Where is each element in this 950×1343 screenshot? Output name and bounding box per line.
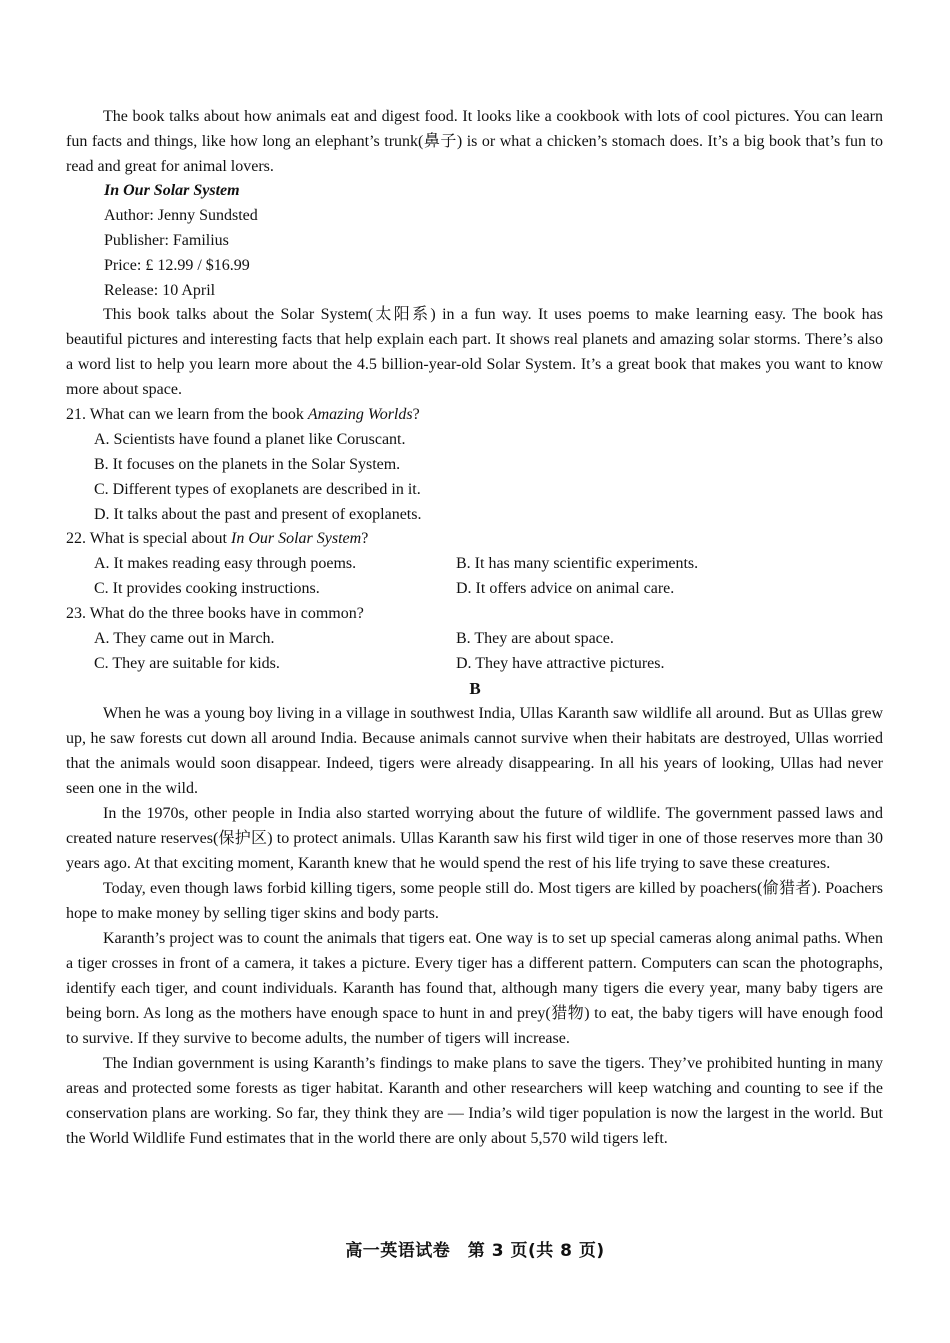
q22-book-title: In Our Solar System (231, 530, 362, 547)
q22-option-d: D. It offers advice on animal care. (456, 580, 675, 597)
q23-option-a: A. They came out in March. (94, 630, 275, 647)
book2-description (66, 104, 883, 179)
q22-option-c: C. It provides cooking instructions. (94, 580, 320, 597)
q21-book-title: Amazing Worlds (307, 406, 413, 423)
passage-paragraph-4: Karanth’s project was to count the animals that tigers eat. One way is to set up special cameras along animal paths. When a tiger crosses in front of a camera, it takes a picture. Every tiger has a different pattern. Computers can scan the photographs, identify each tiger, and count individuals. Karanth has found that, although many tigers die every year, many baby tigers are being born. As long as the mothers have enough space to hunt in and prey(猎物) to eat, the baby tigers will have enough food to survive. If they survive to become adults, the number of tigers will increase. (66, 930, 883, 1047)
q23-option-d: D. They have attractive pictures. (456, 655, 665, 672)
book3-title: In Our Solar System (104, 182, 240, 199)
q21-suffix: ? (412, 406, 420, 423)
q21-option-d: D. It talks about the past and present of exoplanets. (94, 506, 422, 523)
q21-option-a: A. Scientists have found a planet like Coruscant. (94, 431, 406, 448)
q22-option-b: B. It has many scientific experiments. (456, 555, 699, 572)
book3-paragraph: This book talks about the Solar System(太阳系) in a fun way. It uses poems to make learning easy. The book has beautiful pictures and interesting facts that help explain each part. It shows real planets and amazing solar storms. There’s also a word list to help you learn more about the 4.5 billion-year-old Solar System. It’s a great book that makes you want to know more about space. (66, 306, 883, 398)
question-23-stem: 23. What do the three books have in common? (66, 605, 364, 622)
book2-paragraph: The book talks about how animals eat and digest food. It looks like a cookbook with lots of cool pictures. You can learn fun facts and things, like how long an elephant’s trunk(鼻子) is or what a chicken’s stomach does. It’s a big book that’s fun to read and great for animal lovers. (66, 108, 883, 175)
passage-paragraph-1: When he was a young boy living in a village in southwest India, Ullas Karanth saw wildlife all around. But as Ullas grew up, he saw forests cut down all around India. Because animals cannot survive when their habitats are destroyed, Ullas worried that the animals would soon disappear. Indeed, tigers were already disappearing. In all his years of looking, Ullas had never seen one in the wild. (66, 705, 883, 797)
section-b-heading: B (469, 679, 481, 698)
question-22-stem (66, 526, 368, 551)
passage-paragraph-5: The Indian government is using Karanth’s findings to make plans to save the tigers. They’ve prohibited hunting in many areas and protected some forests as tiger habitat. Karanth and other researchers will keep watching and counting to see if the conservation plans are working. So far, they think they are — India’s wild tiger population is now the largest in the world. But the World Wildlife Fund estimates that in the world there are only about 5,570 wild tigers left. (66, 1055, 883, 1147)
book3-price: Price: £ 12.99 / $16.99 (104, 257, 250, 274)
q21-option-c: C. Different types of exoplanets are described in it. (94, 481, 421, 498)
book3-author: Author: Jenny Sundsted (104, 207, 258, 224)
book3-description (66, 302, 883, 402)
section-b-passage (66, 701, 883, 1151)
q21-prefix: 21. What can we learn from the book (66, 406, 308, 423)
q22-suffix: ? (361, 530, 369, 547)
page-footer: 高一英语试卷 第 3 页(共 8 页) (345, 1241, 605, 1261)
passage-paragraph-3: Today, even though laws forbid killing tigers, some people still do. Most tigers are killed by poachers(偷猎者). Poachers hope to make money by selling tiger skins and body parts. (66, 880, 883, 922)
book3-release: Release: 10 April (104, 282, 216, 299)
passage-paragraph-2: In the 1970s, other people in India also started worrying about the future of wildlife. The government passed laws and created nature reserves(保护区) to protect animals. Ullas Karanth saw his first wild tiger in one of those reserves more than 30 years ago. At that exciting moment, Karanth knew that he would spend the rest of his life trying to save these creatures. (66, 805, 883, 872)
book3-publisher: Publisher: Familius (104, 232, 229, 249)
q22-option-a: A. It makes reading easy through poems. (94, 555, 357, 572)
q23-option-b: B. They are about space. (456, 630, 614, 647)
q22-prefix: 22. What is special about (66, 530, 231, 547)
q23-option-c: C. They are suitable for kids. (94, 655, 280, 672)
q21-option-b: B. It focuses on the planets in the Solar System. (94, 456, 401, 473)
question-21-stem (66, 402, 420, 427)
